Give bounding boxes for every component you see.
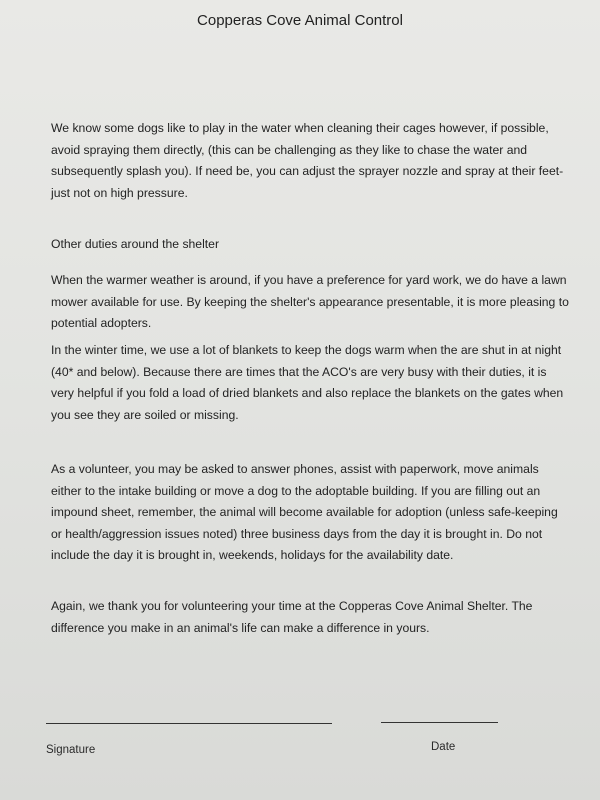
- date-label: Date: [431, 741, 456, 753]
- signature-line: [46, 723, 332, 724]
- paragraph-yard-work: When the warmer weather is around, if you have a preference for yard work, we do have a lawn mower available for use. By keeping the shelter's appearance presentable, it is more pleasing to potential adopters.: [51, 273, 569, 330]
- paragraph-water-spraying: We know some dogs like to play in the water when cleaning their cages however, if possible, avoid spraying them directly, (this can be challenging as they like to chase the water and subsequently splash you). If need be, you can adjust the sprayer nozzle and spray at their feet- just not on high pressure.: [51, 121, 564, 200]
- paragraph-blankets: In the winter time, we use a lot of blankets to keep the dogs warm when the are shut in at night (40* and below). Because there are times that the ACO's are very busy with their duties, it is very helpful if you fold a load of dried blankets and also replace the blankets on the gates when you see they are soiled or missing.: [51, 343, 564, 422]
- paragraph-thanks: Again, we thank you for volunteering your time at the Copperas Cove Animal Shelter. The difference you make in an animal's life can make a difference in yours.: [51, 599, 533, 635]
- document-title: Copperas Cove Animal Control: [197, 12, 403, 29]
- paragraph-volunteer-tasks: As a volunteer, you may be asked to answer phones, assist with paperwork, move animals either to the intake building or move a dog to the adoptable building. If you are filling out an impound sheet, remember, the animal will become available for adoption (unless safe-keeping or health/aggression issues noted) three business days from the day it is brought in. Do not include the day it is brought in, weekends, holidays for the availability date.: [51, 462, 558, 562]
- section-heading-other-duties: Other duties around the shelter: [51, 237, 220, 251]
- date-line: [381, 722, 498, 723]
- signature-label: Signature: [46, 744, 96, 756]
